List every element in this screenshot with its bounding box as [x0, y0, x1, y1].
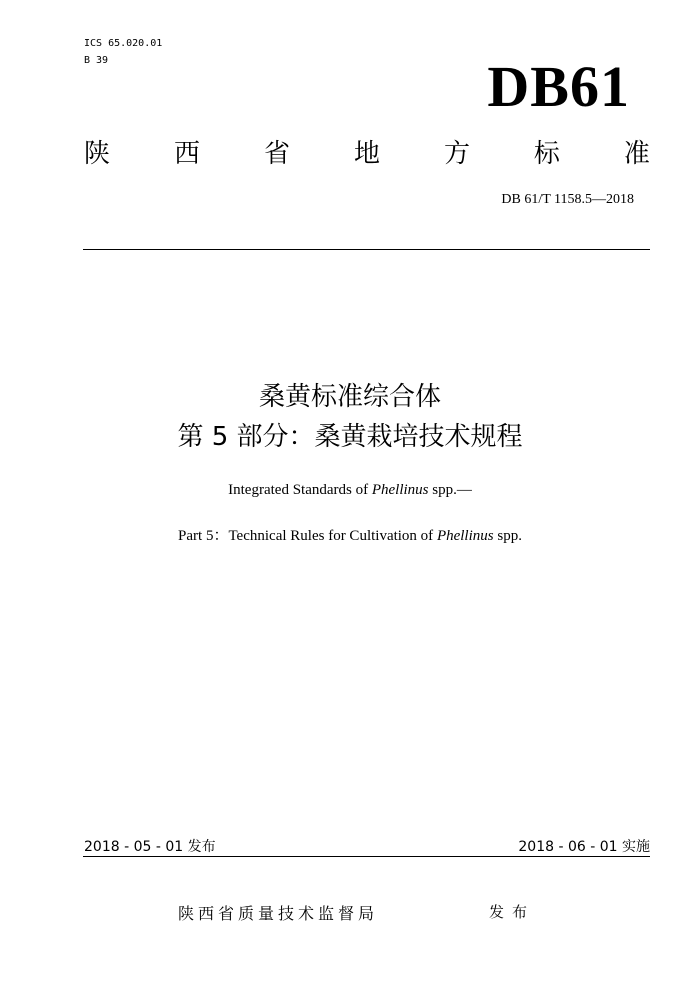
title-chinese-line-2: 第 5 部分：桑黄栽培技术规程 — [177, 422, 523, 452]
issuing-authority: 陕西省质量技术监督局 — [178, 904, 379, 923]
implement-date: 2018 - 06 - 01 实施 — [518, 839, 650, 855]
standard-type-char: 准 — [623, 139, 650, 169]
header-divider — [83, 249, 650, 250]
standard-number: DB 61/T 1158.5—2018 — [501, 192, 634, 207]
standard-type-char: 方 — [443, 139, 470, 169]
title-chinese-line-1: 桑黄标准综合体 — [258, 382, 441, 412]
standard-type-char: 西 — [173, 139, 200, 169]
title-english-text: Part 5：Technical Rules for Cultivation of — [178, 528, 437, 544]
footer-divider — [83, 856, 650, 857]
ccs-code: B 39 — [84, 55, 109, 66]
title-english-text: spp.— — [428, 482, 472, 498]
standard-mark: DB61 — [487, 54, 630, 119]
title-english-line-2 — [0, 526, 700, 546]
title-english-genus: Phellinus — [371, 482, 429, 498]
standard-type — [84, 137, 650, 171]
issue-label: 发布 — [489, 903, 536, 921]
standard-type-char: 地 — [353, 139, 380, 169]
standard-type-char: 标 — [533, 139, 560, 169]
title-english-line-1 — [0, 480, 700, 500]
publish-date: 2018 - 05 - 01 发布 — [84, 839, 216, 855]
standard-type-char: 省 — [263, 139, 290, 169]
ics-code: ICS 65.020.01 — [84, 38, 163, 49]
title-english-text: spp. — [493, 528, 522, 544]
title-english-text: Integrated Standards of — [228, 482, 372, 498]
title-english-genus: Phellinus — [436, 528, 494, 544]
standard-type-char: 陕 — [84, 139, 111, 169]
